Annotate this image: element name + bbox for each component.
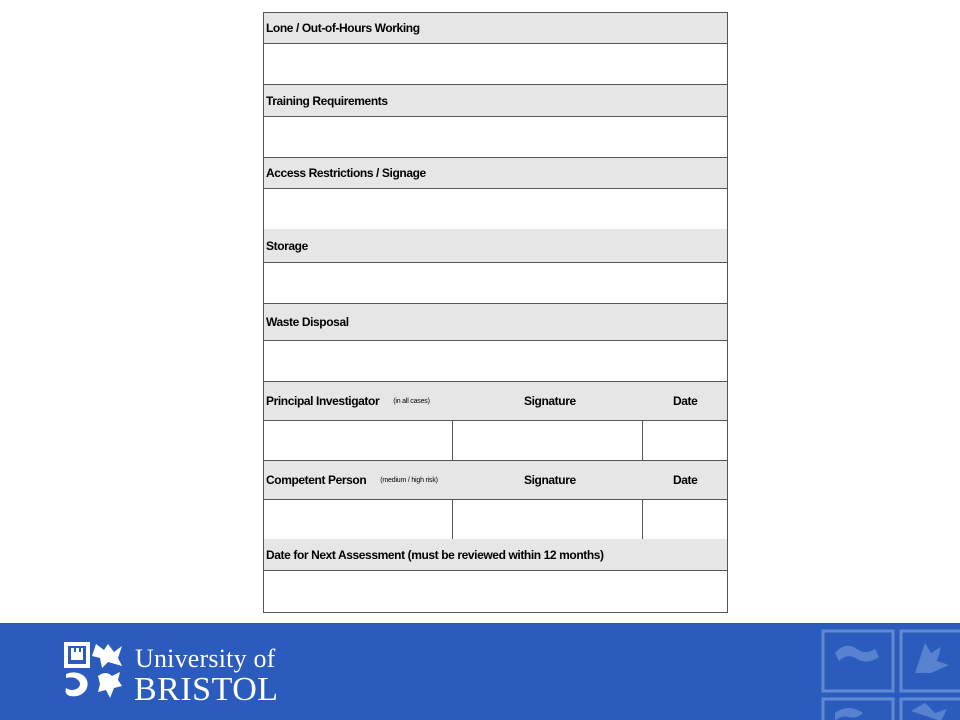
pi-signature-label: Signature (524, 394, 576, 408)
storage-field[interactable] (264, 262, 727, 303)
next-assessment-label: Date for Next Assessment (must be reviewed within 12 months) (266, 547, 604, 562)
waste-header (264, 303, 727, 340)
training-label: Training Requirements (266, 93, 388, 108)
lone-working-header (264, 12, 727, 43)
pi-date-label: Date (673, 394, 698, 408)
lone-working-label: Lone / Out-of-Hours Working (266, 21, 420, 35)
pi-name-field[interactable] (264, 421, 453, 460)
waste-label: Waste Disposal (266, 315, 349, 329)
pi-header (264, 381, 727, 420)
pi-signature-field[interactable] (453, 421, 643, 460)
cp-name-field[interactable] (264, 500, 453, 539)
cp-date-field[interactable] (643, 500, 727, 539)
cp-header (264, 460, 727, 499)
pi-label: Principal Investigator (266, 394, 380, 408)
university-crest-icon (62, 640, 126, 702)
next-assessment-field[interactable] (264, 570, 727, 612)
lone-working-field[interactable] (264, 43, 727, 84)
storage-label: Storage (266, 238, 308, 253)
cp-note: (medium / high risk) (380, 476, 438, 484)
logo-text-university: University of (135, 644, 276, 673)
training-header (264, 84, 727, 116)
access-label: Access Restrictions / Signage (266, 166, 426, 180)
access-field[interactable] (264, 188, 727, 229)
cp-fields (264, 499, 727, 539)
crest-watermark-icon (815, 623, 960, 720)
logo-text-bristol: BRISTOL (134, 671, 279, 708)
storage-header (264, 229, 727, 262)
cp-signature-label: Signature (524, 473, 576, 487)
cp-label: Competent Person (266, 473, 367, 487)
risk-assessment-form (263, 12, 728, 613)
training-field[interactable] (264, 116, 727, 157)
cp-signature-field[interactable] (453, 500, 643, 539)
pi-date-field[interactable] (643, 421, 727, 460)
waste-field[interactable] (264, 340, 727, 381)
access-header (264, 157, 727, 188)
next-assessment-header (264, 539, 727, 570)
pi-fields (264, 420, 727, 460)
cp-date-label: Date (673, 473, 698, 487)
pi-note: (in all cases) (393, 397, 430, 405)
